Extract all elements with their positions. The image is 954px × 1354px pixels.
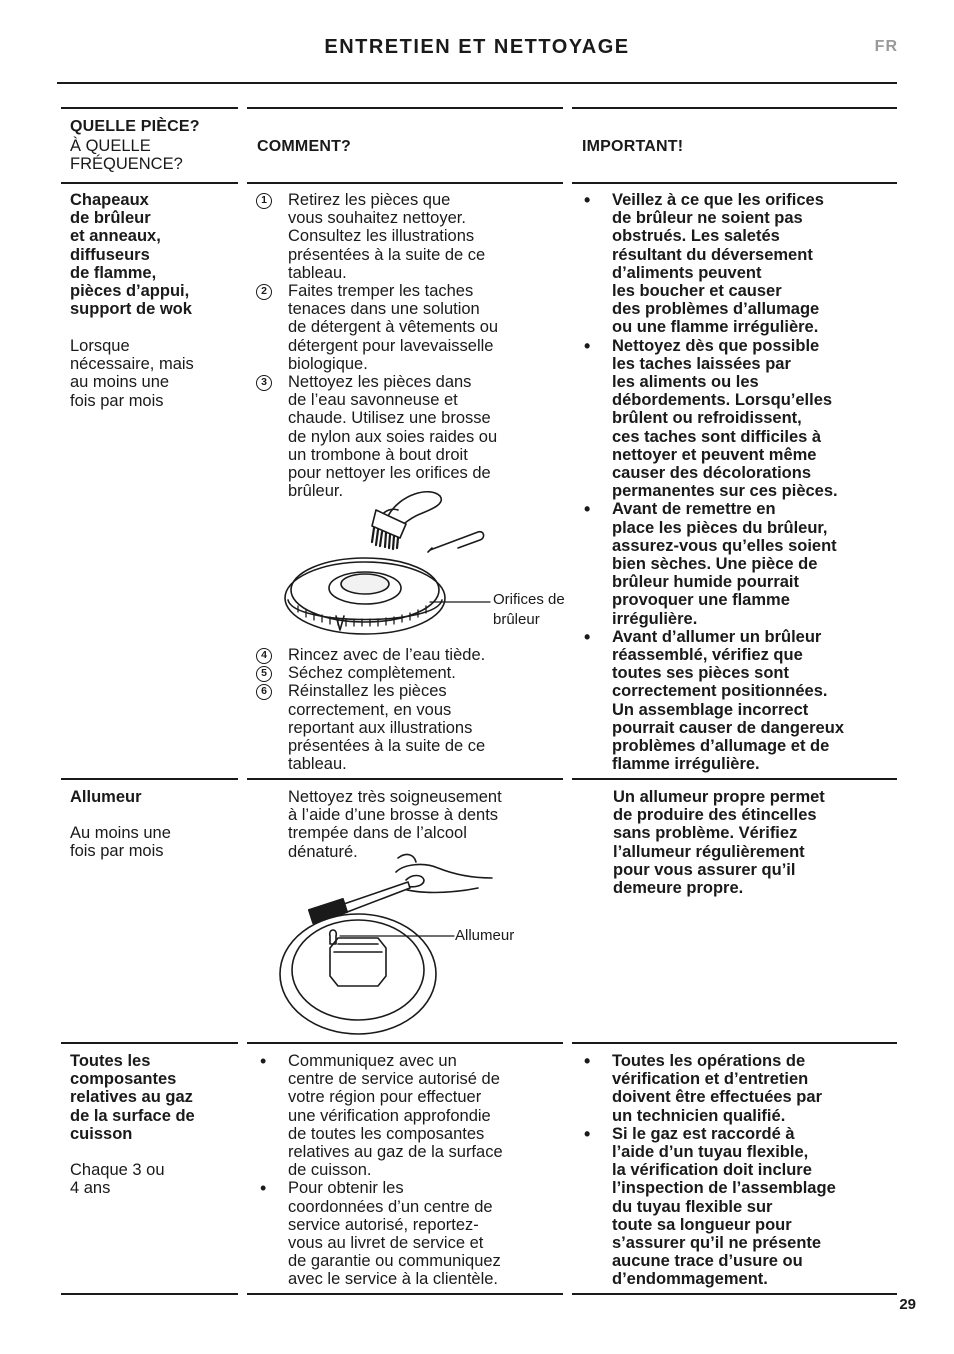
bullet-icon: •: [260, 1051, 267, 1071]
important-text: Avant de remettre en place les pièces du brûleur, assurez-vous qu’elles soient bien sèches. Une pièce de brûleur humide pourrait provoquer une flamme irrégulière.: [612, 500, 837, 628]
important-item: [580, 191, 895, 337]
page-number: 29: [899, 1296, 916, 1313]
step-number-5: 5: [256, 666, 272, 682]
step-4-text: Rincez avec de l’eau tiède.: [288, 646, 486, 664]
important-text: Si le gaz est raccordé à l’aide d’un tuyau flexible, la vérification doit inclure l’inspection de l’assemblage du tuyau flexible sur toute sa longueur pour s’assurer qu’il ne présente aucune trace d’usure ou d’endommagement.: [612, 1124, 836, 1289]
row1-part: Chapeaux de brûleur et anneaux, diffuseurs de flamme, pièces d’appui, support de wok: [70, 191, 192, 319]
row1-rule-col1: [61, 778, 238, 780]
row2-rule-col3: [572, 1042, 897, 1044]
row1-steps: [256, 191, 561, 500]
step-2: [256, 282, 561, 373]
header-which-part: QUELLE PIÈCE?: [70, 118, 200, 135]
step-1: [256, 191, 561, 282]
important-text: Veillez à ce que les orifices de brûleur ne soient pas obstrués. Les saletés résultant du déversement d’aliments peuvent les boucher et causer des problèmes d’allumage ou une flamme irrégulière.: [612, 191, 824, 337]
bullet-icon: •: [584, 1123, 591, 1144]
step-1-text: Retirez les pièces que vous souhaitez nettoyer. Consultez les illustrations présentées à la suite de ce tableau.: [288, 191, 486, 282]
how-text: Communiquez avec un centre de service autorisé de votre région pour effectuer une vérification approfondie de toutes les composantes relatives au gaz de la surface de cuisson.: [288, 1052, 503, 1180]
step-5-text: Séchez complètement.: [288, 664, 456, 683]
step-6-text: Réinstallez les pièces correctement, en vous reportant aux illustrations présentées à la suite de ce tableau.: [288, 682, 486, 774]
header-important: IMPORTANT!: [582, 138, 684, 155]
how-item: [256, 1052, 561, 1179]
important-item: [580, 1125, 895, 1289]
step-2-text: Faites tremper les taches tenaces dans une solution de détergent à vêtements ou détergent pour lavevaisselle biologique.: [288, 282, 499, 373]
important-text: Avant d’allumer un brûleur réassemblé, vérifiez que toutes ses pièces sont correctement positionnées. Un assemblage incorrect pourrait causer de dangereux problèmes d’allumage et de flamme irrégulière.: [612, 627, 844, 774]
header-how: COMMENT?: [257, 138, 352, 155]
col2-top-rule: [247, 107, 563, 109]
row1-frequency: Lorsque nécessaire, mais au moins une fois par mois: [70, 337, 194, 410]
row1-important-list: [580, 191, 895, 774]
col3-header-rule: [572, 182, 897, 184]
step-number-6: 6: [256, 684, 272, 700]
row2-rule-col1: [61, 1042, 238, 1044]
step-number-3: 3: [256, 375, 272, 391]
how-item: [256, 1179, 561, 1288]
important-text: Toutes les opérations de vérification et d’entretien doivent être effectuées par un technicien qualifié.: [612, 1052, 822, 1125]
important-item: [580, 1052, 895, 1125]
row2-how: Nettoyez très soigneusement à l’aide d’une brosse à dents trempée dans de l’alcool dénaturé.: [288, 788, 502, 861]
page-title: ENTRETIEN ET NETTOYAGE: [324, 36, 630, 58]
burner-orifices-callout: Orifices de brûleur: [493, 591, 565, 628]
row3-rule-col1: [61, 1293, 238, 1295]
row3-how-list: [256, 1052, 561, 1289]
step-5: [256, 664, 561, 682]
row1-rule-col2: [247, 778, 563, 780]
igniter-callout: Allumeur: [455, 927, 515, 944]
step-number-2: 2: [256, 284, 272, 300]
important-item: [580, 628, 895, 774]
language-code: FR: [874, 38, 898, 55]
col1-header-rule: [61, 182, 238, 184]
row2-frequency: Au moins une fois par mois: [70, 824, 171, 861]
row2-rule-col2: [247, 1042, 563, 1044]
bullet-icon: •: [584, 190, 591, 210]
row3-rule-col3: [572, 1293, 897, 1295]
row3-rule-col2: [247, 1293, 563, 1295]
important-item: [580, 500, 895, 627]
step-3-text: Nettoyez les pièces dans de l’eau savonneuse et chaude. Utilisez une brosse de nylon aux soies raides ou un trombone à bout droit pour nettoyer les orifices de brûleur.: [288, 373, 498, 501]
bullet-icon: •: [584, 1051, 591, 1071]
row3-part: Toutes les composantes relatives au gaz de la surface de cuisson: [70, 1052, 195, 1143]
step-6: [256, 682, 561, 773]
step-number-1: 1: [256, 193, 272, 209]
important-item: [580, 337, 895, 501]
step-3: [256, 373, 561, 500]
row2-part: Allumeur: [70, 788, 142, 806]
row2-important: Un allumeur propre permet de produire des étincelles sans problème. Vérifiez l’allumeur régulièrement pour vous assurer qu’il demeure propre.: [613, 788, 825, 898]
row1-rule-col3: [572, 778, 897, 780]
step-number-4: 4: [256, 648, 272, 664]
how-text: Pour obtenir les coordonnées d’un centre de service autorisé, reportez- vous au livret de service et de garantie ou communiquez avec le service à la clientèle.: [288, 1179, 501, 1289]
bullet-icon: •: [584, 499, 591, 520]
row3-frequency: Chaque 3 ou 4 ans: [70, 1161, 165, 1198]
header-frequency: À QUELLE FRÉQUENCE?: [70, 137, 183, 174]
row1-steps-after: [256, 646, 561, 773]
step-4: [256, 646, 561, 664]
header-divider: [57, 82, 897, 84]
row3-important-list: [580, 1052, 895, 1289]
col1-top-rule: [61, 107, 238, 109]
col2-header-rule: [247, 182, 563, 184]
col3-top-rule: [572, 107, 897, 109]
bullet-icon: •: [260, 1178, 267, 1199]
important-text: Nettoyez dès que possible les taches laissées par les aliments ou les débordements. Lorsqu’elles brûlent ou refroidissent, ces taches sont difficiles à nettoyer et peuvent même causer des décolorations permanentes sur ces pièces.: [612, 336, 838, 501]
bullet-icon: •: [584, 335, 591, 356]
bullet-icon: •: [584, 626, 591, 647]
